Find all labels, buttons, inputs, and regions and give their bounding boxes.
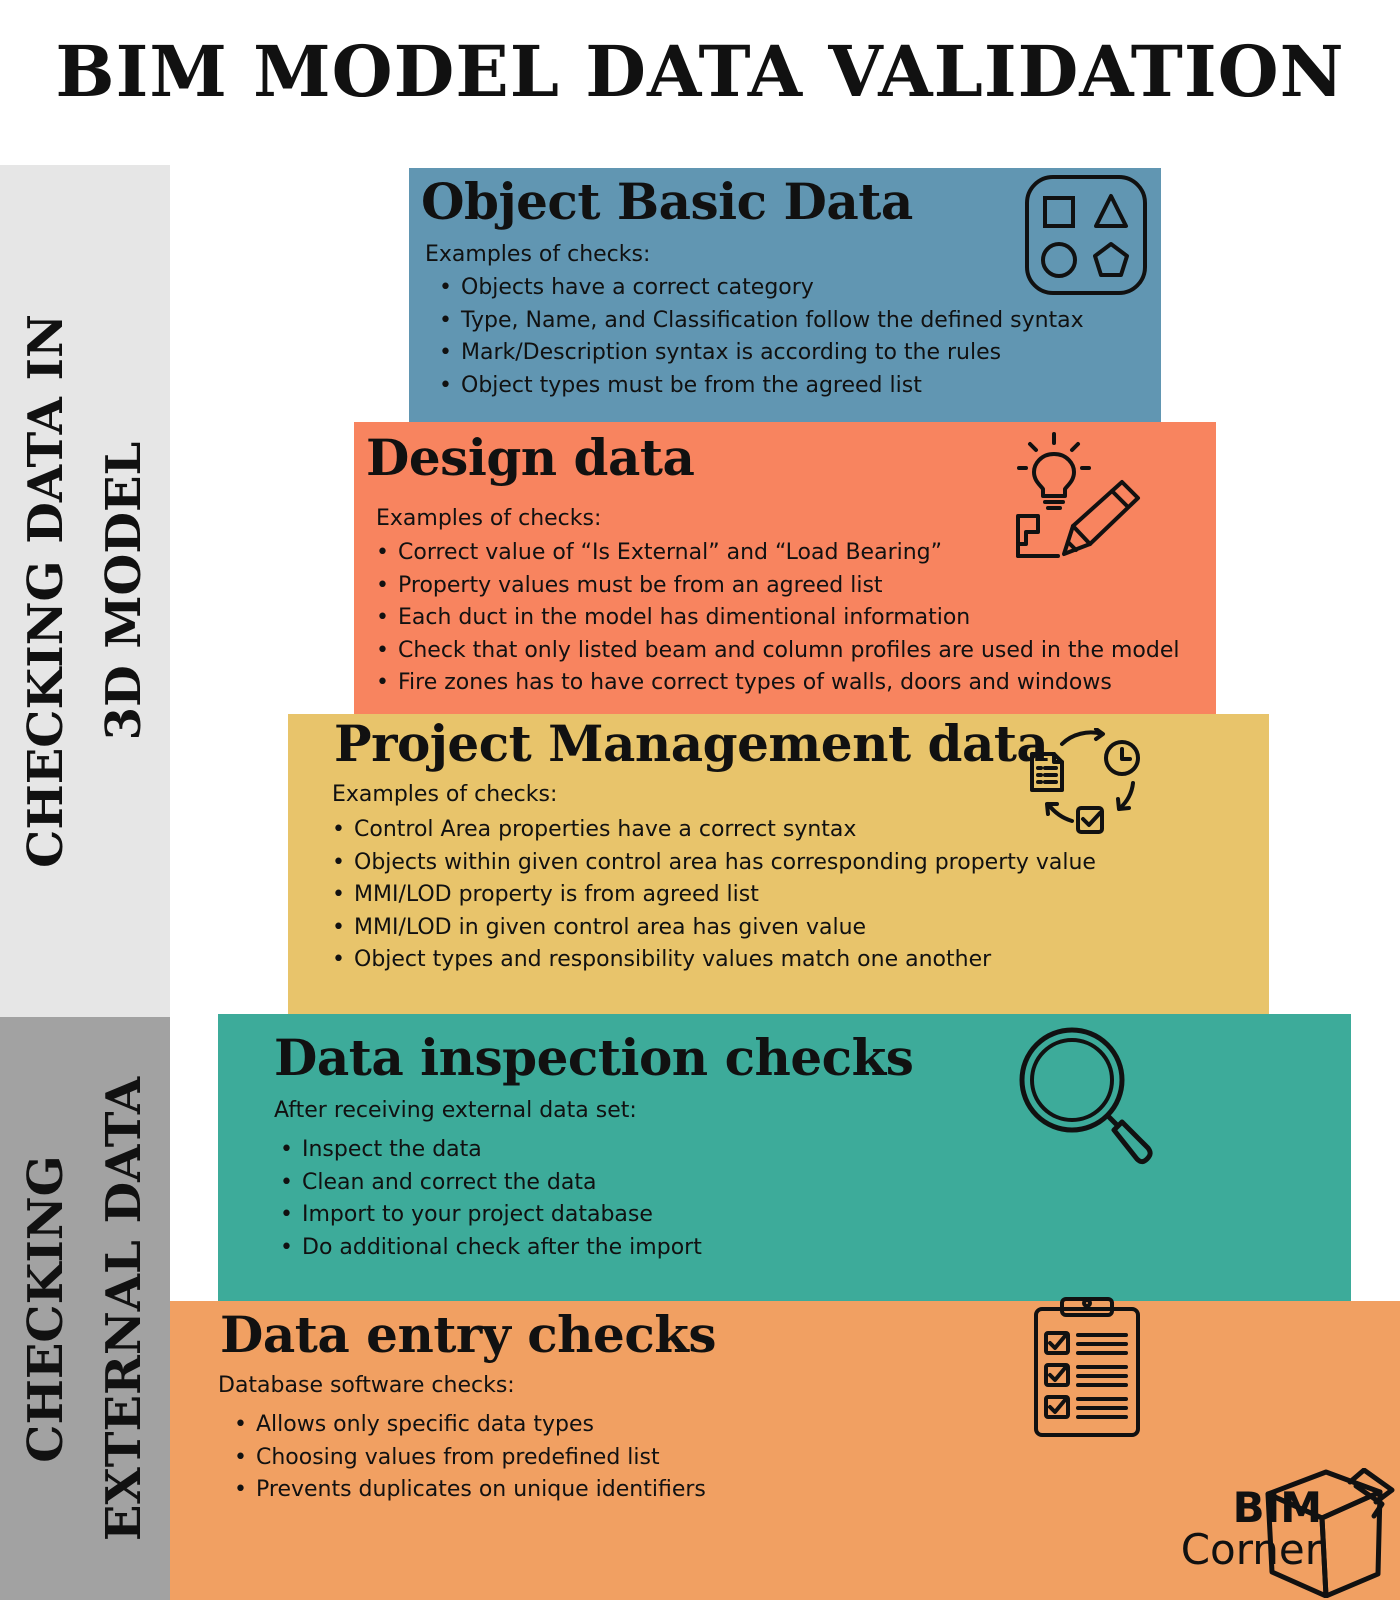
section-label-3d-model [7,314,163,868]
lightbulb-pencil-icon [1016,430,1156,562]
list-item: • Type, Name, and Classification follow the defined syntax [439,305,1084,338]
tier-data-inspection-checks [218,1014,1351,1301]
tier-intro: Examples of checks: [332,782,558,807]
section-band-3d-model [0,165,170,1017]
list-item: • MMI/LOD in given control area has given value [332,912,1096,945]
tier-check-list [332,814,1096,977]
tier-project-management-data [288,714,1269,1014]
tier-check-list [234,1409,706,1507]
tier-title: Design data [366,428,695,487]
shapes-icon [1024,174,1148,296]
page-title: BIM MODEL DATA VALIDATION [55,30,1345,113]
tier-title: Object Basic Data [421,172,913,231]
tier-object-basic-data [409,168,1161,422]
list-item: • Correct value of “Is External” and “Load Bearing” [376,537,1180,570]
workflow-cycle-icon [1026,728,1148,840]
magnifier-icon [1018,1026,1158,1166]
tier-title: Data inspection checks [274,1028,914,1087]
list-item: • MMI/LOD property is from agreed list [332,879,1096,912]
tier-design-data [354,422,1216,714]
tier-intro: Examples of checks: [376,506,602,531]
list-item: • Import to your project database [280,1199,702,1232]
list-item: • Do additional check after the import [280,1232,702,1265]
section-label-external-data [7,1076,163,1540]
tier-intro: After receiving external data set: [274,1098,637,1123]
tier-title: Data entry checks [220,1305,717,1364]
box-icon [1260,1468,1398,1598]
logo-text-corner: Corner [1180,1525,1322,1574]
tier-intro: Examples of checks: [425,242,651,267]
list-item: • Check that only listed beam and column profiles are used in the model [376,635,1180,668]
clipboard-checklist-icon [1032,1293,1142,1439]
logo-text-bim: BIM [1232,1483,1322,1532]
list-item: • Control Area properties have a correct syntax [332,814,1096,847]
list-item: • Object types must be from the agreed list [439,370,1084,403]
list-item: • Object types and responsibility values match one another [332,944,1096,977]
list-item: • Prevents duplicates on unique identifiers [234,1474,706,1507]
list-item: • Objects within given control area has corresponding property value [332,847,1096,880]
bim-corner-logo [1085,1465,1400,1600]
section-band-external-data [0,1017,170,1600]
list-item: • Choosing values from predefined list [234,1442,706,1475]
list-item: • Fire zones has to have correct types of walls, doors and windows [376,667,1180,700]
list-item: • Clean and correct the data [280,1167,702,1200]
list-item: • Objects have a correct category [439,272,1084,305]
tier-check-list [439,272,1084,402]
list-item: • Inspect the data [280,1134,702,1167]
section-label-line: 3D MODEL [96,441,152,741]
tier-title: Project Management data [334,714,1049,773]
list-item: • Mark/Description syntax is according to the rules [439,337,1084,370]
section-label-line: CHECKING DATA IN [18,314,74,868]
list-item: • Each duct in the model has dimentional information [376,602,1180,635]
list-item: • Property values must be from an agreed list [376,570,1180,603]
tier-check-list [280,1134,702,1264]
list-item: • Allows only specific data types [234,1409,706,1442]
section-label-line: EXTERNAL DATA [96,1076,152,1541]
section-label-line: CHECKING [18,1154,74,1463]
tier-intro: Database software checks: [218,1373,515,1398]
